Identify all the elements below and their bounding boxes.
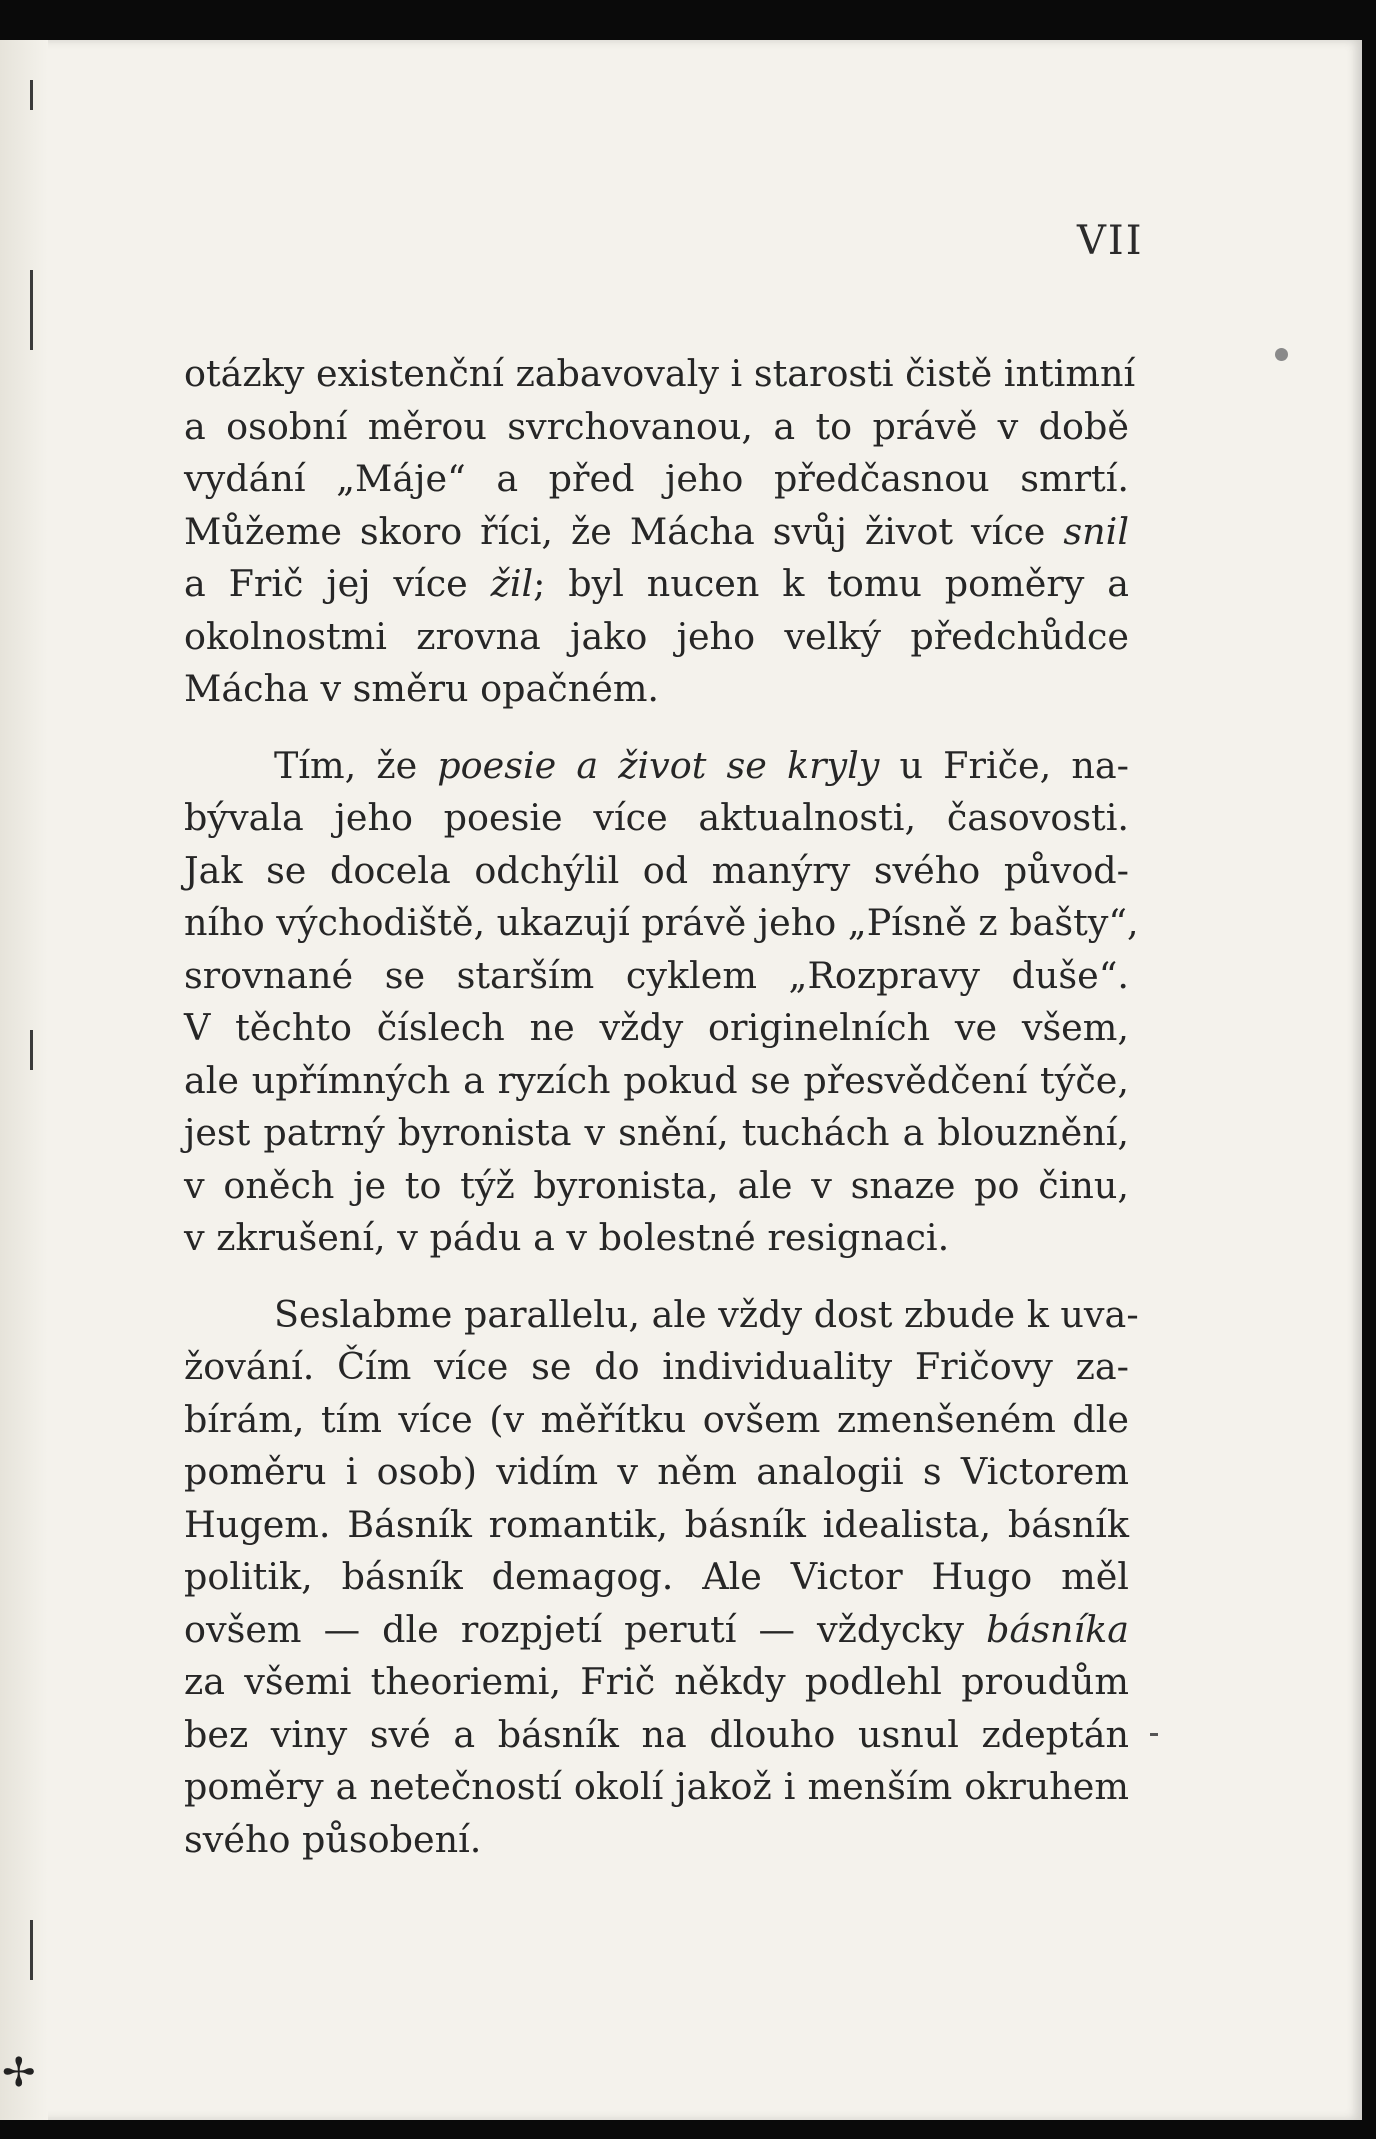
text-line: Hugem. Básník romantik, básník idealista, básník [184,1502,1129,1546]
text-line: bírám, tím více (v měřítku ovšem zmenšeném dle [184,1397,1129,1441]
text-line-part: Můžeme skoro říci, že Mácha svůj život více [184,509,1064,553]
text-line: vydání „Máje“ a před jeho předčasnou smrtí. [184,457,1129,500]
text-line: za všemi theoriemi, Frič někdy podlehl proudům [184,1660,1129,1703]
paragraph-2 [184,740,1139,1265]
text-line: bývala jeho poesie více aktualnosti, časovosti. [184,796,1129,839]
text-line [184,740,1129,793]
text-line: bez viny své a básník na dlouho usnul zdeptán [184,1712,1129,1756]
paragraph-1 [184,348,1136,716]
text-line: politik, básník demagog. Ale Victor Hugo měl [184,1555,1129,1598]
body-text [184,348,1139,1866]
page-gutter [0,40,48,2120]
gutter-mark [30,1030,33,1070]
gutter-mark [30,80,33,110]
text-line: ale upřímných a ryzích pokud se přesvědčení týče, [184,1058,1129,1102]
text-line: jest patrný byronista v snění, tuchách a blouznění, [184,1111,1129,1154]
gutter-mark [30,270,33,350]
text-line-part: u Friče, na- [879,743,1129,787]
text-line: okolnostmi zrovna jako jeho velký předchůdce [184,614,1129,658]
text-line: V těchto číslech ne vždy originelních ve všem, [184,1006,1129,1049]
italic-word: básníka [986,1607,1129,1651]
margin-dash [1150,1733,1158,1736]
text-line-part: ; byl nucen k tomu poměry a [533,562,1129,605]
text-line-part: Tím, že [274,743,438,787]
text-line [184,506,1129,559]
page-number: VII [1077,218,1144,264]
text-line: poměry a netečností okolí jakož i menším okruhem [184,1765,1129,1808]
text-line: žování. Čím více se do individuality Fričovy za- [184,1345,1129,1388]
gutter-mark [30,1920,33,1980]
paragraph-3 [184,1289,1139,1867]
text-line-part: ovšem — dle rozpjetí perutí — vždycky [184,1607,987,1651]
text-line [184,558,1129,611]
text-line-part: a Frič jej více [184,562,491,605]
text-line: otázky existenční zabavovaly i starosti čistě intimní [184,352,1136,395]
text-line: ního východiště, ukazují právě jeho „Písně z bašty“, [184,901,1139,944]
margin-smudge: ✢ [2,2050,36,2096]
text-line: poměru i osob) vidím v něm analogii s Victorem [184,1450,1129,1493]
italic-word: snil [1063,509,1129,553]
text-line: v oněch je to týž byronista, ale v snaze po činu, [184,1163,1129,1207]
text-line: a osobní měrou svrchovanou, a to právě v době [184,404,1129,448]
book-page [0,40,1362,2120]
ink-dot [1275,348,1288,361]
text-line [184,1604,1129,1657]
text-line: Mácha v směru opačném. [184,667,660,710]
italic-phrase: poesie a život se kryly [437,743,880,787]
text-line: Jak se docela odchýlil od manýry svého původ- [184,848,1129,892]
italic-word: žil [490,562,534,605]
text-line: svého působení. [184,1817,482,1861]
text-line: Seslabme parallelu, ale vždy dost zbude k uva- [274,1292,1139,1336]
text-line: srovnané se starším cyklem „Rozpravy duše“. [184,953,1129,997]
text-line: v zkrušení, v pádu a v bolestné resignaci. [184,1216,950,1259]
